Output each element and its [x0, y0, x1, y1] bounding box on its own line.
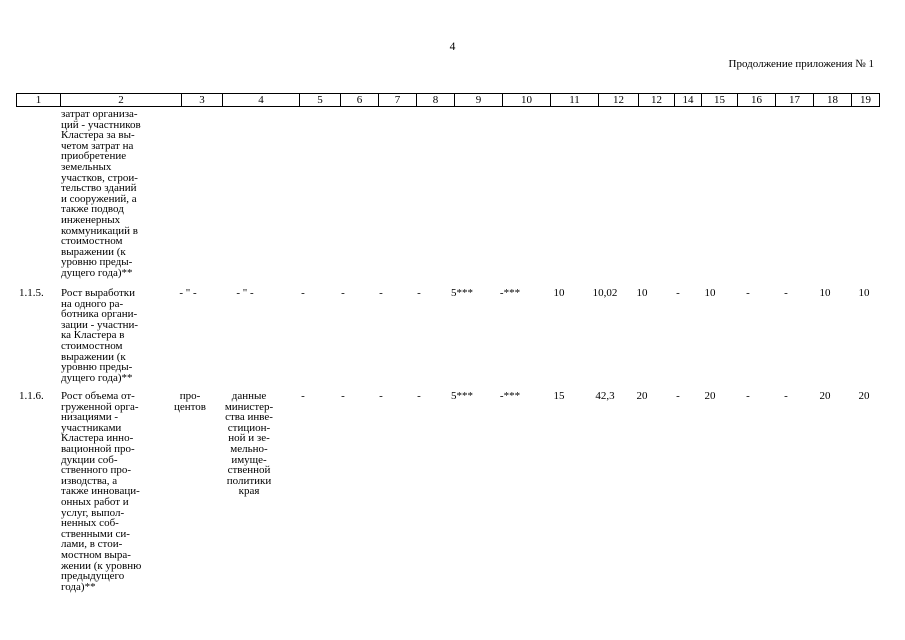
value-cell: 10 [819, 287, 831, 299]
header-cell: 16 [738, 94, 776, 107]
value-cell: 5*** [451, 287, 473, 299]
indicator-name: Рост выработки на одного ра- ботника органи- зации - участни- ка Кластера в стоимостном выражении (к уровню преды- дущего года)** [61, 287, 139, 384]
value-cell: - [379, 390, 383, 402]
value-cell: 20 [858, 390, 870, 402]
value-cell: - [784, 287, 788, 299]
value-cell: - [301, 287, 305, 299]
value-cell: - [379, 287, 383, 299]
header-cell: 17 [776, 94, 814, 107]
header-cell: 5 [300, 94, 341, 107]
header-cell: 1 [17, 94, 61, 107]
value-cell: - [746, 390, 750, 402]
value-cell: 5*** [451, 390, 473, 402]
value-cell: 42,3 [595, 390, 615, 402]
header-cell: 4 [223, 94, 300, 107]
value-cell: 15 [553, 390, 565, 402]
value-cell: - [676, 287, 680, 299]
header-cell: 12 [639, 94, 675, 107]
value-cell: - [417, 287, 421, 299]
header-cell: 12 [599, 94, 639, 107]
value-cell: 20 [636, 390, 648, 402]
header-cell: 10 [503, 94, 551, 107]
unit-cell: про- центов [173, 390, 206, 413]
value-cell: - [746, 287, 750, 299]
appendix-continuation-note: Продолжение приложения № 1 [728, 58, 874, 70]
header-cell: 3 [182, 94, 223, 107]
row-number: 1.1.6. [19, 390, 44, 402]
value-cell: - [676, 390, 680, 402]
value-cell: - [341, 390, 345, 402]
value-cell: 10 [636, 287, 648, 299]
unit-cell: - " - [179, 287, 197, 299]
header-cell: 18 [814, 94, 852, 107]
header-cell: 15 [702, 94, 738, 107]
header-cell: 8 [417, 94, 455, 107]
value-cell: 20 [704, 390, 716, 402]
header-cell: 7 [379, 94, 417, 107]
value-cell: 20 [819, 390, 831, 402]
value-cell: - [417, 390, 421, 402]
value-cell: - [784, 390, 788, 402]
header-cell: 2 [61, 94, 182, 107]
value-cell: - [341, 287, 345, 299]
source-cell: - " - [236, 287, 254, 299]
value-cell: -*** [499, 390, 521, 402]
indicator-name-continued: затрат организа- ций - участников Кластера за вы- четом затрат на приобретение земельных участков, строи- тельство зданий и сооружений, а также подвод инженерных коммуникаций в стоимостном выражении (к уровню преды- дущего года)** [61, 108, 141, 279]
header-cell: 19 [852, 94, 880, 107]
value-cell: 10 [858, 287, 870, 299]
header-cell: 11 [551, 94, 599, 107]
column-number-header [16, 93, 880, 107]
value-cell: - [301, 390, 305, 402]
value-cell: 10 [553, 287, 565, 299]
header-cell: 9 [455, 94, 503, 107]
header-cell: 6 [341, 94, 379, 107]
source-cell: данные министер- ства инве- стицион- ной и зе- мельно- имуще- ственной политики края [224, 390, 274, 498]
indicator-name: Рост объема от- груженной орга- низациями - участниками Кластера инно- вационной про- дукции соб- ственного про- изводства, а также инноваци- онных работ и услуг, выпол- ненных соб- ственными си- лами, в стои- мостном выра- жении (к уровню предыдущего года)** [61, 390, 142, 593]
value-cell: -*** [499, 287, 521, 299]
row-number: 1.1.5. [19, 287, 44, 299]
value-cell: 10,02 [592, 287, 618, 299]
value-cell: 10 [704, 287, 716, 299]
page-number: 4 [449, 41, 456, 53]
header-cell: 14 [675, 94, 702, 107]
